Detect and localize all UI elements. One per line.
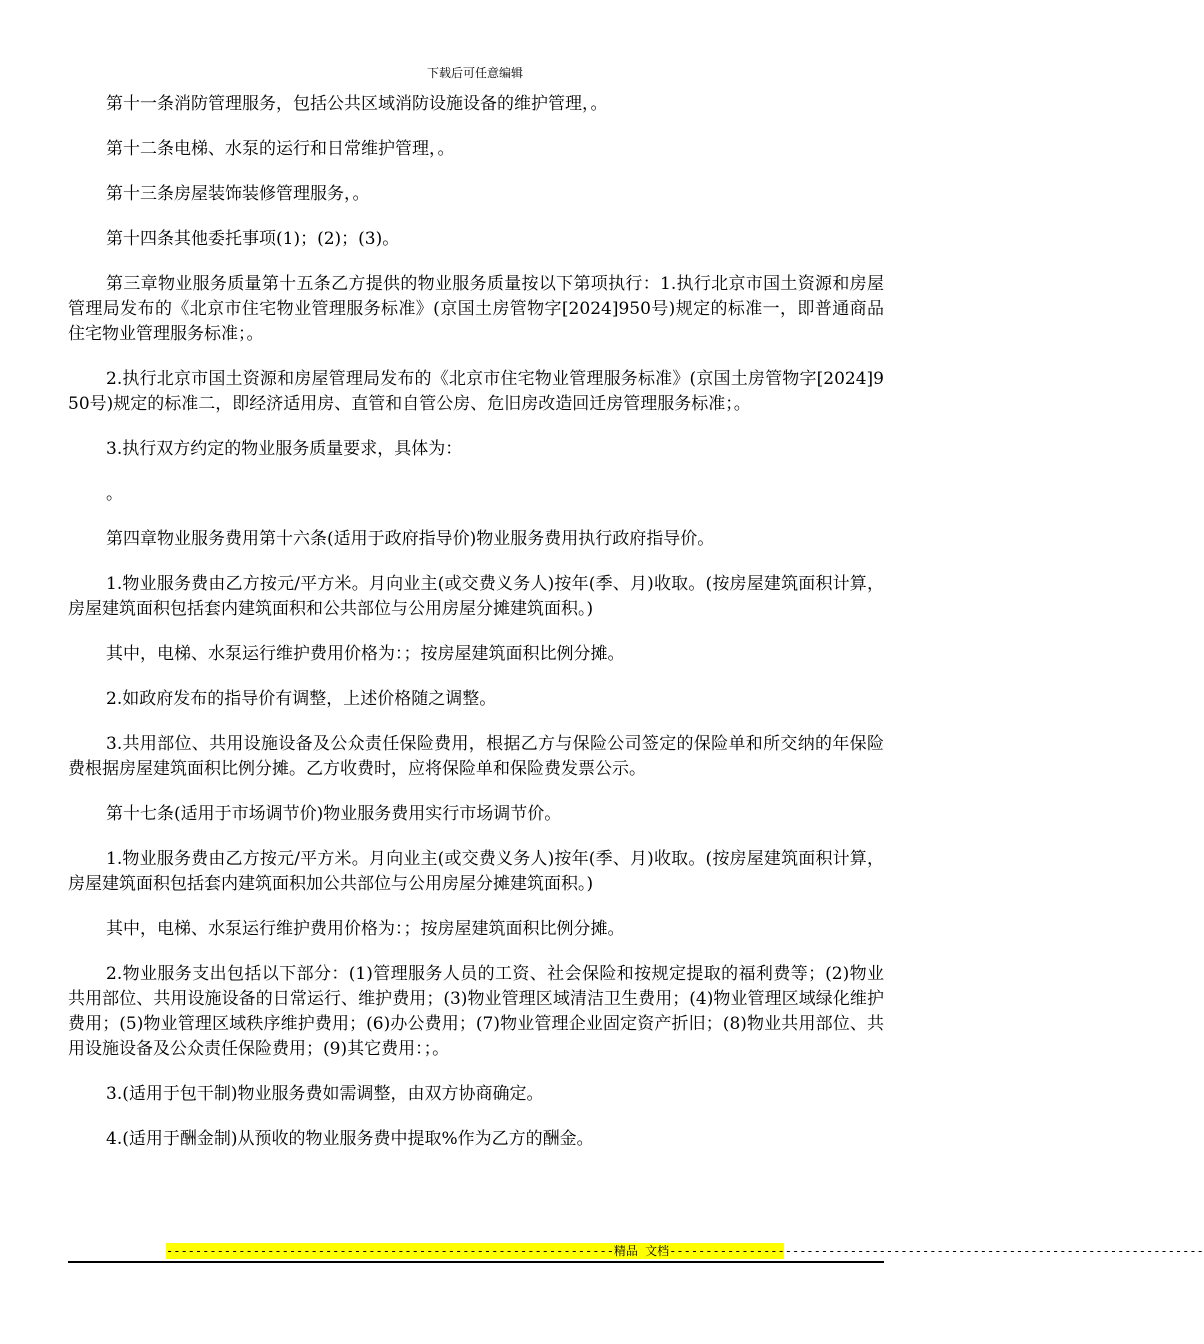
paragraph: 3.(适用于包干制)物业服务费如需调整，由双方协商确定。 [106,1084,544,1104]
header-note: 下载后可任意编辑 [426,66,523,80]
paragraph: 。 [106,484,123,504]
paragraph: 2.如政府发布的指导价有调整，上述价格随之调整。 [106,689,497,709]
footer-divider [68,1261,884,1263]
paragraph: 第四章物业服务费用第十六条(适用于政府指导价)物业服务费用执行政府指导价。 [106,529,715,549]
paragraph: 2.执行北京市国土资源和房屋管理局发布的《北京市住宅物业管理服务标准》(京国土房管物字[2024]950号)规定的标准二，即经济适用房、直管和自管公房、危旧房改造回迁房管理服务标准；。 [68,369,884,414]
paragraph: 1.物业服务费由乙方按元/平方米。月向业主(或交费义务人)按年(季、月)收取。(按房屋建筑面积计算，房屋建筑面积包括套内建筑面积加公共部位与公用房屋分摊建筑面积。) [68,849,884,894]
paragraph: 第十二条电梯、水泵的运行和日常维护管理，。 [106,139,455,159]
paragraph: 第十七条(适用于市场调节价)物业服务费用实行市场调节价。 [106,804,562,824]
paragraph: 1.物业服务费由乙方按元/平方米。月向业主(或交费义务人)按年(季、月)收取。(按房屋建筑面积计算，房屋建筑面积包括套内建筑面积和公共部位与公用房屋分摊建筑面积。) [68,574,884,619]
footer-banner: --------------------------------------------------------------精品 文档-------------------------------------------------------------------------- [166,1244,1204,1258]
paragraph: 第十三条房屋装饰装修管理服务，。 [106,184,370,204]
paragraph: 其中，电梯、水泵运行维护费用价格为：；按房屋建筑面积比例分摊。 [106,644,625,664]
paragraph: 其中，电梯、水泵运行维护费用价格为：；按房屋建筑面积比例分摊。 [106,919,625,939]
paragraph: 第十一条消防管理服务，包括公共区域消防设施设备的维护管理，。 [106,94,608,114]
paragraph: 2.物业服务支出包括以下部分：(1)管理服务人员的工资、社会保险和按规定提取的福利费等；(2)物业共用部位、共用设施设备的日常运行、维护费用；(3)物业管理区域清洁卫生费用；(4)物业管理区域绿化维护费用；(5)物业管理区域秩序维护费用；(6)办公费用；(7)物业管理企业固定资产折旧；(8)物业共用部位、共用设施设备及公众责任保险费用；(9)其它费用：；。 [68,964,884,1059]
paragraph: 3.执行双方约定的物业服务质量要求，具体为： [106,439,463,459]
document-body [68,92,884,1172]
paragraph: 第三章物业服务质量第十五条乙方提供的物业服务质量按以下第项执行：1.执行北京市国土资源和房屋管理局发布的《北京市住宅物业管理服务标准》(京国土房管物字[2024]950号)规定的标准一，即普通商品住宅物业管理服务标准；。 [68,274,884,344]
paragraph: 3.共用部位、共用设施设备及公众责任保险费用，根据乙方与保险公司签定的保险单和所交纳的年保险费根据房屋建筑面积比例分摊。乙方收费时，应将保险单和保险费发票公示。 [68,734,884,779]
paragraph: 4.(适用于酬金制)从预收的物业服务费中提取%作为乙方的酬金。 [106,1129,594,1149]
paragraph: 第十四条其他委托事项(1)；(2)；(3)。 [106,229,400,249]
